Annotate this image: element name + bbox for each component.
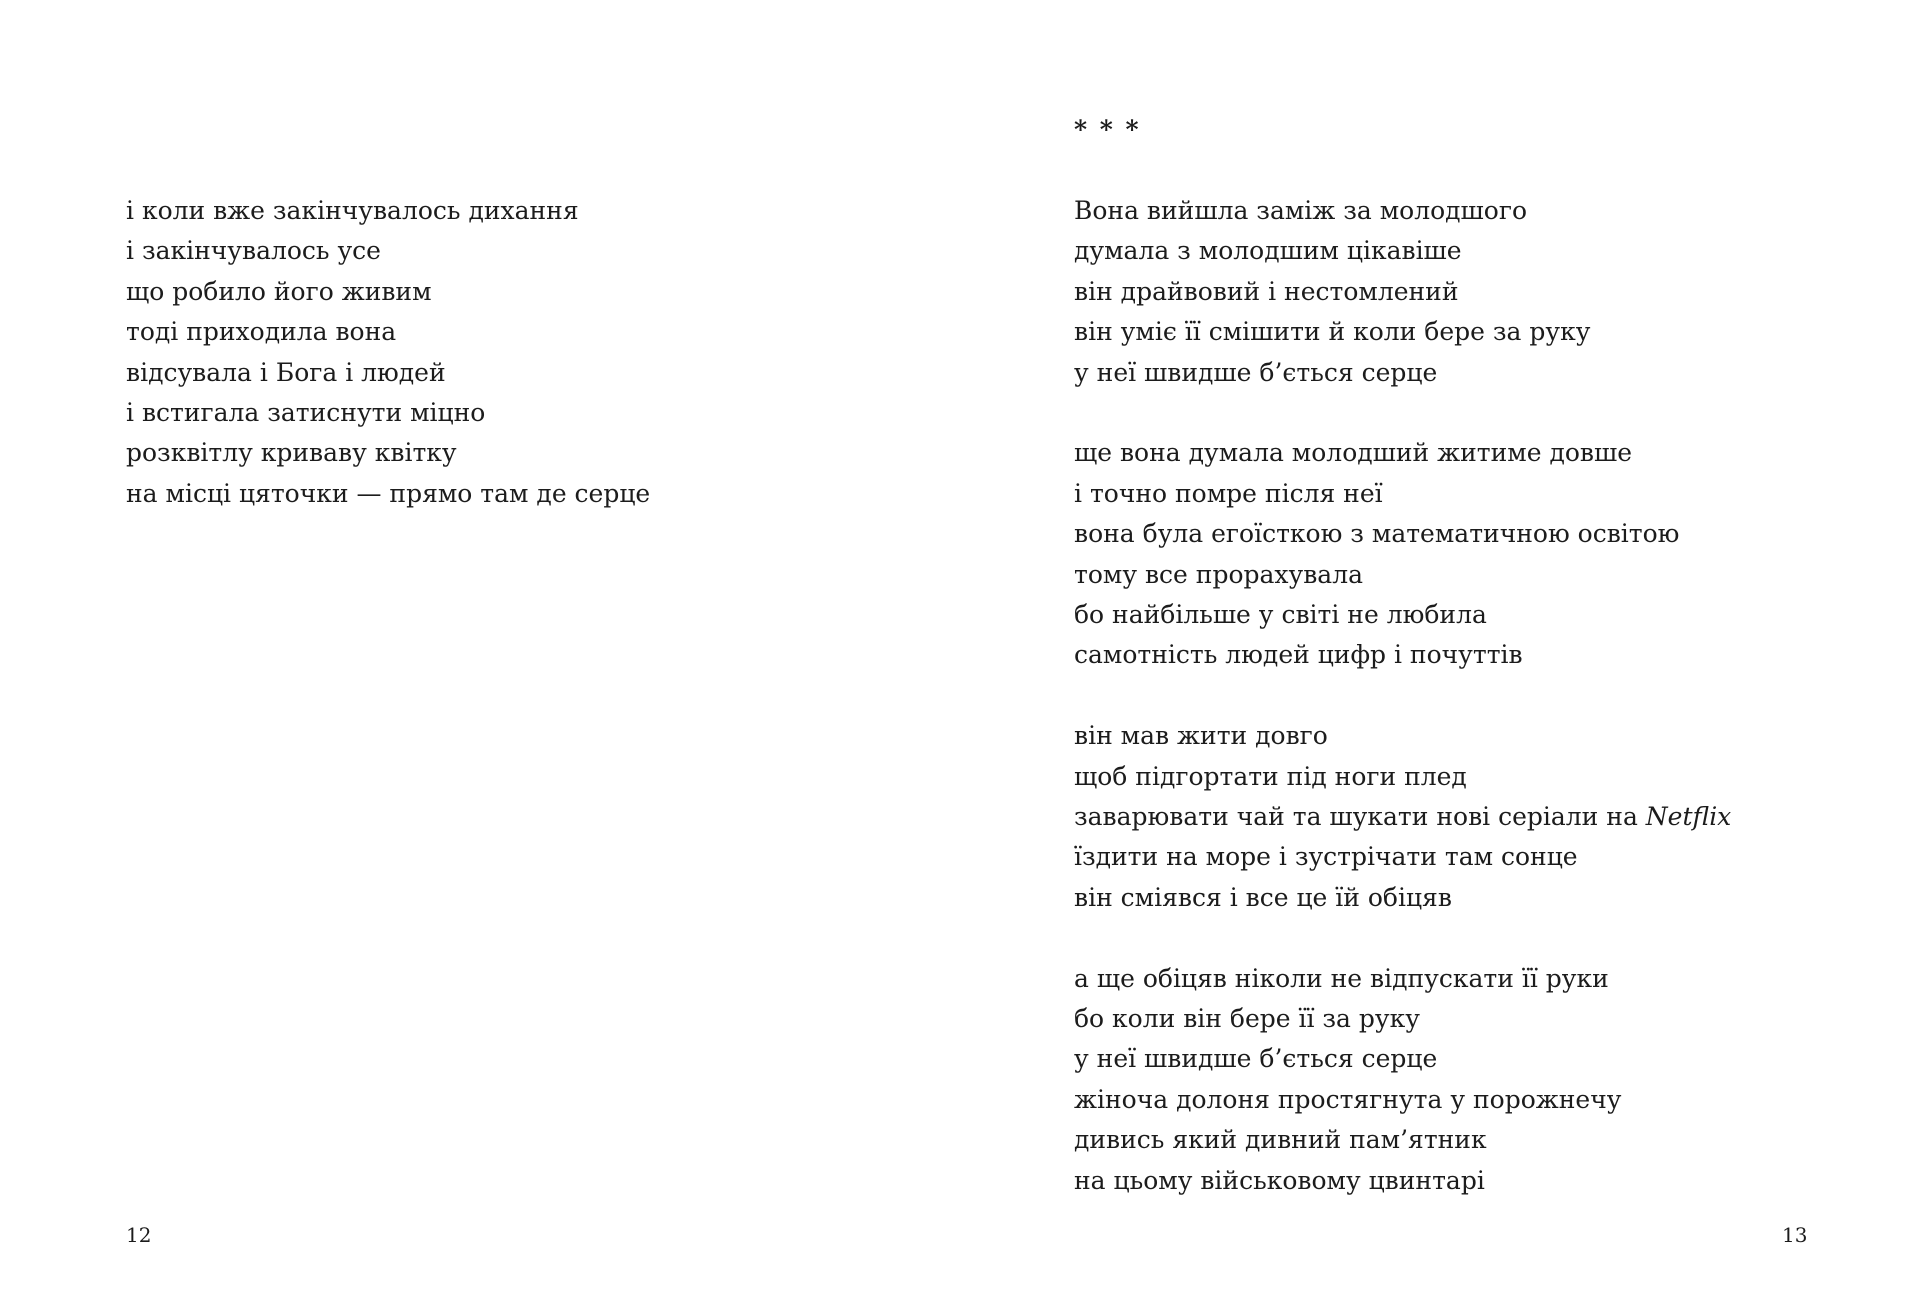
poem-line: їздити на море і зустрічати там сонце	[1074, 842, 1578, 872]
poem-line: він драйвовий і нестомлений	[1074, 276, 1459, 306]
left-stanza	[126, 191, 650, 514]
poem-line: він мав жити довго	[1074, 721, 1328, 751]
poem-line: у неї швидше б’ється серце	[1074, 357, 1438, 387]
poem-line: ще вона думала молодший житиме довше	[1074, 438, 1633, 468]
left-poem	[126, 191, 650, 514]
poem-line: самотність людей цифр і почуттів	[1074, 640, 1523, 670]
section-ornament: * * *	[1074, 115, 1141, 144]
poem-line: жіноча долоня простягнута у порожнечу	[1074, 1084, 1622, 1114]
poem-line: тоді приходила вона	[126, 317, 397, 347]
stanza-1	[1074, 191, 1731, 393]
poem-line: у неї швидше б’ється серце	[1074, 1044, 1438, 1074]
poem-line: вона була егоїсткою з математичною освітою	[1074, 519, 1680, 549]
poem-line: розквітлу криваву квітку	[126, 438, 457, 468]
poem-line: щоб підгортати під ноги плед	[1074, 761, 1467, 791]
poem-line: і встигала затиснути міцно	[126, 398, 486, 428]
poem-line: і точно помре після неї	[1074, 478, 1383, 508]
poem-line-text: заварювати чай та шукати нові серіали на	[1074, 802, 1646, 832]
poem-line: він уміє її смішити й коли бере за руку	[1074, 317, 1591, 347]
stanza-2	[1074, 433, 1731, 675]
poem-line: думала з молодшим цікавіше	[1074, 236, 1462, 266]
poem-line: що робило його живим	[126, 276, 432, 306]
poem-line: бо коли він бере її за руку	[1074, 1004, 1420, 1034]
poem-line: на місці цяточки — прямо там де серце	[126, 478, 651, 508]
poem-line-netflix	[1074, 797, 1731, 837]
poem-line: дивись який дивний пам’ятник	[1074, 1125, 1487, 1155]
poem-line: на цьому військовому цвинтарі	[1074, 1165, 1485, 1195]
stanza-3	[1074, 716, 1731, 918]
poem-line: і коли вже закінчувалось дихання	[126, 196, 579, 225]
poem-line: а ще обіцяв ніколи не відпускати її руки	[1074, 963, 1609, 993]
page-number-right: 13	[1782, 1223, 1808, 1247]
poem-line: і закінчувалось усе	[126, 236, 381, 266]
netflix-italic: Netflix	[1645, 802, 1732, 832]
poem-line: Вона вийшла заміж за молодшого	[1074, 196, 1527, 225]
poem-line: він сміявся і все це їй обіцяв	[1074, 882, 1452, 912]
right-poem	[1074, 191, 1731, 1201]
stanza-4	[1074, 959, 1731, 1201]
poem-line: бо найбільше у світі не любила	[1074, 600, 1487, 630]
poem-line: тому все прорахувала	[1074, 559, 1364, 589]
right-page	[960, 0, 1920, 1304]
poem-line: відсувала і Бога і людей	[126, 357, 446, 387]
page-number-left: 12	[126, 1223, 152, 1247]
